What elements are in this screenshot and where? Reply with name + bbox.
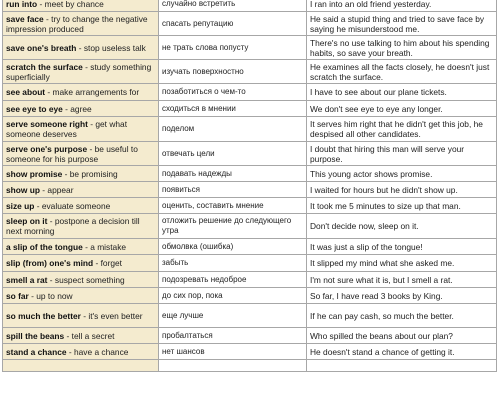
idiom-phrase: scratch the surface — [6, 61, 83, 72]
idiom-phrase: so far — [6, 290, 29, 301]
idiom-cell — [3, 288, 159, 304]
table-row — [3, 344, 497, 360]
idiom-cell — [3, 101, 159, 117]
translation-cell: спасать репутацию — [159, 12, 307, 36]
table-row — [3, 288, 497, 304]
example-cell: This young actor shows promise. — [307, 166, 497, 182]
idiom-meaning: - try to change the negative impression produced — [6, 13, 148, 34]
idiom-meaning: - study something superficially — [6, 61, 152, 82]
idiom-meaning: - evaluate someone — [34, 200, 111, 211]
idiom-cell — [3, 239, 159, 255]
example-cell: I waited for hours but he didn't show up. — [307, 182, 497, 198]
translation-cell: забыть — [159, 255, 307, 272]
table-row — [3, 117, 497, 142]
idiom-meaning: - be promising — [62, 168, 118, 179]
idiom-meaning: - up to now — [28, 290, 73, 301]
table-row — [3, 239, 497, 255]
idiom-phrase: stand a chance — [6, 346, 67, 357]
idiom-meaning: - a mistake — [82, 241, 127, 252]
idiom-phrase: slip (from) one's mind — [6, 258, 94, 268]
idiom-phrase: serve one's purpose — [6, 143, 88, 154]
example-cell: If he can pay cash, so much the better. — [307, 304, 497, 328]
table-row — [3, 360, 497, 372]
translation-cell: обмолвка (ошибка) — [159, 239, 307, 255]
translation-cell: до сих пор, пока — [159, 288, 307, 304]
example-cell — [307, 360, 497, 372]
example-cell: It slipped my mind what she asked me. — [307, 255, 497, 272]
idiom-meaning: - be useful to someone for his purpose — [6, 143, 138, 164]
idiom-cell — [3, 117, 159, 142]
idiom-phrase: smell a rat — [6, 274, 48, 285]
translation-cell: подавать надежды — [159, 166, 307, 182]
idiom-cell — [3, 36, 159, 60]
idiom-cell — [3, 166, 159, 182]
idiom-cell — [3, 142, 159, 166]
idiom-cell — [3, 12, 159, 36]
table-row — [3, 214, 497, 239]
translation-cell: нет шансов — [159, 344, 307, 360]
idiom-cell — [3, 182, 159, 198]
idiom-phrase: save face — [6, 13, 44, 24]
example-cell: Who spilled the beans about our plan? — [307, 328, 497, 344]
idiom-cell — [3, 360, 159, 372]
translation-cell: не трать слова попусту — [159, 36, 307, 60]
example-cell: It took me 5 minutes to size up that man. — [307, 198, 497, 214]
table-row — [3, 166, 497, 182]
idiom-cell — [3, 344, 159, 360]
table-row — [3, 304, 497, 328]
idiom-cell — [3, 198, 159, 214]
idiom-table — [2, 0, 497, 372]
translation-cell: сходиться в мнении — [159, 101, 307, 117]
table-row — [3, 0, 497, 12]
idiom-meaning: - make arrangements for — [45, 87, 140, 97]
example-cell: There's no use talking to him about his spending habits, so save your breath. — [307, 36, 497, 60]
idiom-meaning: - suspect something — [47, 274, 125, 285]
idiom-cell — [3, 0, 159, 12]
idiom-meaning: - get what someone deserves — [6, 119, 128, 139]
idiom-cell — [3, 255, 159, 272]
translation-cell: отвечать цели — [159, 142, 307, 166]
translation-cell — [159, 360, 307, 372]
idiom-phrase: a slip of the tongue — [6, 241, 83, 252]
example-cell: He doesn't stand a chance of getting it. — [307, 344, 497, 360]
translation-cell: подозревать недоброе — [159, 272, 307, 288]
translation-cell: еще лучше — [159, 304, 307, 328]
table-row — [3, 101, 497, 117]
example-cell: Don't decide now, sleep on it. — [307, 214, 497, 239]
idiom-phrase: spill the beans — [6, 330, 65, 341]
table-row — [3, 12, 497, 36]
idiom-meaning: - stop useless talk — [76, 42, 146, 53]
idiom-meaning: - tell a secret — [64, 330, 115, 341]
table-row — [3, 328, 497, 344]
translation-cell: оценить, составить мнение — [159, 198, 307, 214]
example-cell: I'm not sure what it is, but I smell a rat. — [307, 272, 497, 288]
idiom-cell — [3, 60, 159, 84]
table-row — [3, 84, 497, 101]
translation-cell: пробалтаться — [159, 328, 307, 344]
example-cell: It serves him right that he didn't get this job, he despised all other candidates. — [307, 117, 497, 142]
idiom-cell — [3, 272, 159, 288]
translation-cell: случайно встретить — [159, 0, 307, 12]
idiom-meaning: - agree — [62, 103, 92, 114]
idiom-phrase: save one's breath — [6, 42, 77, 53]
idiom-meaning: - postpone a decision till next morning — [6, 216, 140, 236]
idiom-cell — [3, 304, 159, 328]
idiom-cell — [3, 328, 159, 344]
idiom-phrase: see eye to eye — [6, 103, 63, 114]
example-cell: It was just a slip of the tongue! — [307, 239, 497, 255]
example-cell: We don't see eye to eye any longer. — [307, 101, 497, 117]
table-row — [3, 255, 497, 272]
table-row — [3, 60, 497, 84]
idiom-meaning: - forget — [93, 258, 122, 268]
example-cell: I ran into an old friend yesterday. — [307, 0, 497, 12]
example-cell: He said a stupid thing and tried to save face by saying he misunderstood me. — [307, 12, 497, 36]
idiom-phrase: so much the better — [6, 310, 81, 321]
idiom-meaning: - it's even better — [80, 310, 143, 321]
translation-cell: изучать поверхностно — [159, 60, 307, 84]
idiom-meaning: - appear — [39, 184, 74, 195]
example-cell: So far, I have read 3 books by King. — [307, 288, 497, 304]
table-row — [3, 272, 497, 288]
table-row — [3, 36, 497, 60]
translation-cell: отложить решение до следующего утра — [159, 214, 307, 239]
idiom-phrase: show promise — [6, 168, 63, 179]
table-row — [3, 198, 497, 214]
translation-cell: позаботиться о чем-то — [159, 84, 307, 101]
table-row — [3, 182, 497, 198]
idiom-phrase: sleep on it — [6, 216, 48, 226]
example-cell: I have to see about our plane tickets. — [307, 84, 497, 101]
example-cell: I doubt that hiring this man will serve your purpose. — [307, 142, 497, 166]
example-cell: He examines all the facts closely, he doesn't just scratch the surface. — [307, 60, 497, 84]
idiom-meaning: - have a chance — [66, 346, 129, 357]
idiom-phrase: size up — [6, 200, 35, 211]
idiom-phrase: show up — [6, 184, 40, 195]
translation-cell: появиться — [159, 182, 307, 198]
idiom-phrase: serve someone right — [6, 119, 88, 129]
idiom-phrase: see about — [6, 87, 46, 97]
translation-cell: поделом — [159, 117, 307, 142]
table-row — [3, 142, 497, 166]
idiom-cell — [3, 84, 159, 101]
idiom-phrase: run into — [6, 0, 38, 9]
idiom-cell — [3, 214, 159, 239]
idiom-meaning: - meet by chance — [37, 0, 104, 9]
